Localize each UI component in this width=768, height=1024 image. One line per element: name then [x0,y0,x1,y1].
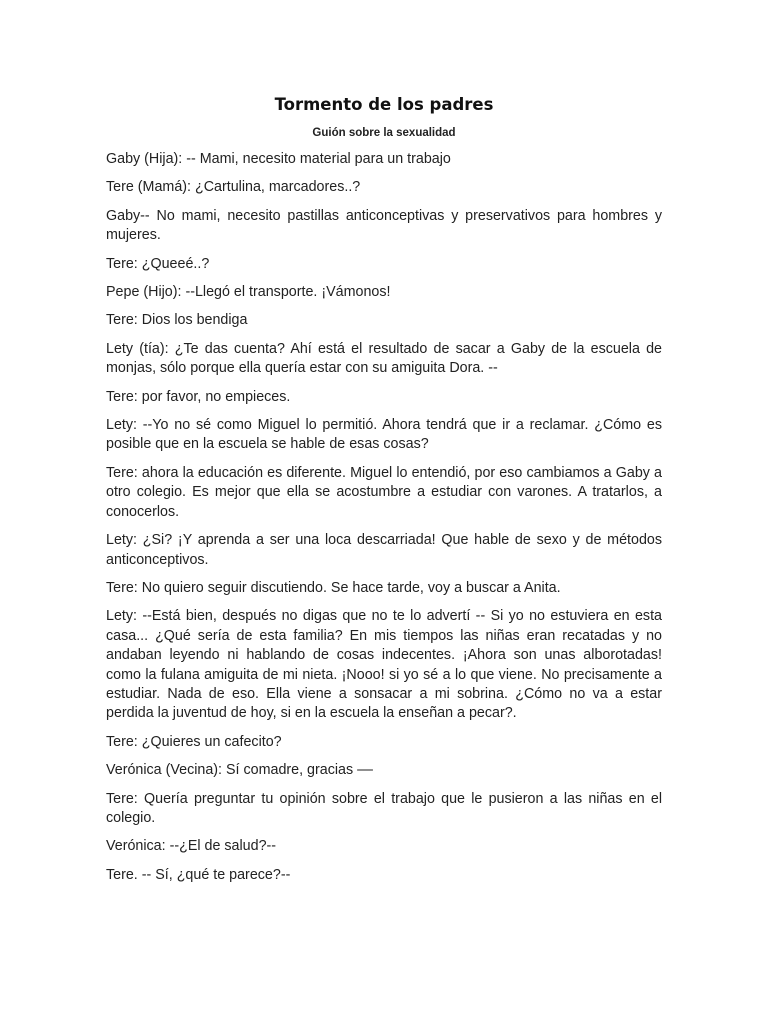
dialogue-line: Lety: --Está bien, después no digas que no te lo advertí -- Si yo no estuviera en esta casa... ¿Qué sería de esta familia? En mis tiempos las niñas eran recatadas y no andaban leyendo ni hablando de cosas indecentes. ¡Ahora son unas alborotadas! como la fulana amiguita de mi nieta. ¡Nooo! si yo sé a lo que viene. No precisamente a estudiar. Nada de eso. Ella viene a sonsacar a mi sobrina. ¿Cómo no va a estar perdida la juventud de hoy, si en la escuela la enseñan a pecar?. [106,608,662,722]
dialogue-line: Lety: ¿Si? ¡Y aprenda a ser una loca descarriada! Que hable de sexo y de métodos anticonceptivos. [106,532,662,568]
dialogue-line: Tere: ¿Quieres un cafecito? [106,733,282,750]
dialogue-line: Tere: Dios los bendiga [106,312,248,329]
dialogue-line: Pepe (Hijo): --Llegó el transporte. ¡Vámonos! [106,284,391,301]
dialogue-line: Tere: Quería preguntar tu opinión sobre el trabajo que le pusieron a las niñas en el colegio. [106,790,662,826]
dialogue-line: Tere. -- Sí, ¿qué te parece?-- [106,866,291,883]
dialogue-line: Lety: --Yo no sé como Miguel lo permitió. Ahora tendrá que ir a reclamar. ¿Cómo es posible que en la escuela se hable de esas cosas? [106,417,662,453]
dialogue-line: Lety (tía): ¿Te das cuenta? Ahí está el resultado de sacar a Gaby de la escuela de monjas, sólo porque ella quería estar con su amiguita Dora. -- [106,340,662,377]
dialogue-line: Tere: ahora la educación es diferente. Miguel lo entendió, por eso cambiamos a Gaby a otro colegio. Es mejor que ella se acostumbre a estudiar con varones. A tratarlos, a conocerlos. [106,464,662,520]
document-content [106,94,662,894]
dialogue-line: Gaby (Hija): -- Mami, necesito material para un trabajo [106,151,451,167]
dialogue-line: Gaby-- No mami, necesito pastillas anticonceptivas y preservativos para hombres y mujeres. [106,207,662,244]
dialogue-line: Tere: ¿Queeé..? [106,255,210,272]
dialogue-line: Tere (Mamá): ¿Cartulina, marcadores..? [106,179,361,196]
document-body [106,150,662,885]
dialogue-line: Verónica: --¿El de salud?-- [106,838,277,855]
dialogue-line: Tere: No quiero seguir discutiendo. Se hace tarde, voy a buscar a Anita. [106,579,561,596]
dialogue-line: Verónica (Vecina): Sí comadre, gracias –– [106,762,374,779]
dialogue-line: Tere: por favor, no empieces. [106,388,291,405]
document-subtitle: Guión sobre la sexualidad [312,127,456,139]
document-title: Tormento de los padres [274,95,494,114]
